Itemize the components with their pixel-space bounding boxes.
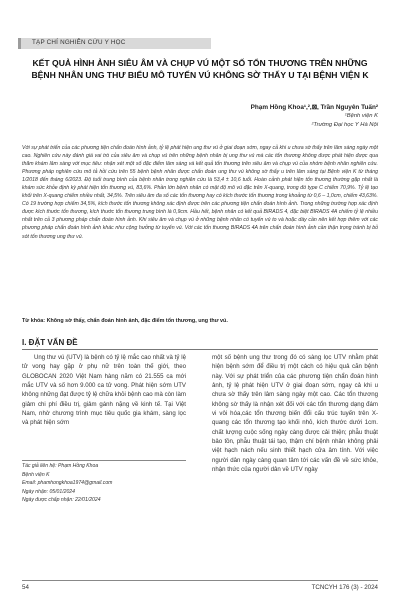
journal-reference: TCNCYH 176 (3) - 2024: [311, 584, 378, 591]
keywords: Từ khóa: Không sờ thấy, chẩn đoán hình ảnh, đặc điểm tổn thương, ung thư vú.: [22, 318, 228, 324]
body-column-right: [212, 353, 378, 474]
accepted-date: Ngày được chấp nhận: 22/01/2024: [22, 497, 101, 504]
continued-paragraph: một số bệnh ung thư trong đó có sàng lọc UTV nhằm phát hiện bệnh sớm để điều trị một cách có hiệu quả căn bệnh này. Với sự phát triển của các phương tiện chẩn đoán hình ảnh, tỷ lệ phát hiện UTV ở giai đoạn sớm, ngay cả khi u chưa sờ thấy trên lâm sàng ngày một cao. Các tổn thương không sờ thấy là nhận xét đối với các tổn thương dạng đám vi vôi hóa,các tổn thương biến đổi cấu trúc tuyến trên X-quang các tổn thương tạo khối nhỏ, kích thước dưới 1cm. chất lượng cuộc sống ngày càng được cải thiện; phẫu thuật bảo tồn, phẫu thuật tái tạo, thậm chí bệnh nhân không phải việt hạch nách nếu sinh thiết hạch cửa âm tính. Với việc người dân ngày càng quan tâm tới các vấn đề về sức khỏe, nhận thức của người dân về UTV ngày: [212, 354, 378, 474]
journal-label: TẠP CHÍ NGHIÊN CỨU Y HỌC: [32, 39, 126, 46]
correspondence-block: [22, 462, 186, 505]
intro-paragraph: Ung thư vú (UTV) là bệnh có tỷ lệ mắc cao nhất và tỷ lệ tử vong hay gặp ở phụ nữ trên toàn thế giới, theo GLOBOCAN 2020 Việt Nam hàng năm có 21.555 ca mới mắc UTV và số hơn 9.000 ca tử vong. Phát hiện sớm UTV không những đạt được tỷ lệ chữa khỏi bệnh cao mà còn làm giảm chi phí điều trị, giảm gánh nặng về kinh tế. Tại Việt Nam, nhờ chương trình mục tiêu quốc gia khám, sàng lọc và phát hiện sớm: [22, 354, 186, 427]
page-number: 54: [22, 584, 29, 591]
correspondence-divider: [22, 460, 186, 461]
section-heading: I. ĐẶT VẤN ĐỀ: [22, 338, 78, 347]
affiliation-2: ²Trường Đại học Y Hà Nội: [311, 122, 378, 128]
affiliation-1: ¹Bệnh viện K: [344, 113, 378, 119]
corresponding-email: Email: phamhongkhoa1974@gmail.com: [22, 480, 113, 487]
authors: Phạm Hồng Khoa¹,²,⊠, Trần Nguyên Tuấn²: [250, 104, 378, 111]
corresponding-affiliation: Bệnh viện K: [22, 471, 50, 478]
received-date: Ngày nhận: 05/01/2024: [22, 488, 75, 495]
corresponding-author: Tác giả liên hệ: Phạm Hồng Khoa: [22, 463, 99, 469]
footer-divider: [22, 580, 378, 581]
article-title: KẾT QUẢ HÌNH ẢNH SIÊU ÂM VÀ CHỤP VÚ MỘT SỐ TỔN THƯƠNG TRÊN NHỮNG BỆNH NHÂN UNG THƯ BIỂU MÔ TUYẾN VÚ KHÔNG SỜ THẤY U TẠI BỆNH VIỆN K: [31, 58, 369, 80]
body-column-left: [22, 353, 186, 428]
abstract: Với sự phát triển của các phương tiện chẩn đoán hình ảnh, tỷ lệ phát hiện ung thư vú ở giai đoạn sớm, ngay cả khi u chưa sờ thấy trên lâm sàng ngày một cao. Nghiên cứu này đánh giá vai trò của siêu âm và chụp vú trên những bệnh nhân bị ung thư vú mà các tổn thương không được phát hiện được qua thăm khám lâm sàng với mục tiêu: nhận xét một số đặc điểm lâm sàng và kết quả tổn thương trên siêu âm và chụp vú của nhóm bệnh nhân nghiên cứu. Phương pháp nghiên cứu mô tả hồi cứu trên 55 bệnh bệnh nhân được chẩn đoán ung thư vú không sờ thấy u trên lâm sàng tại Bệnh viện K từ tháng 1/2018 đến tháng 6/2023. Độ tuổi trung bình của bệnh nhân trong nghiên cứu là 53,4 ± 10,6 tuổi. Hoàn cảnh phát hiện tổn thương thường gặp nhất là khám sức khỏe định kỳ phát hiện tổn thương vú, 83,6%. Phần lớn bệnh nhân có mật độ mô vú đặc trên X-quang, trong đó type C chiếm 70,9%. Tỷ lệ tạo khối trên X-quang chiếm nhiều nhất, 34,5%. Trên siêu âm đa số các tổn thương hay có kích thước tổn thương trong khoảng từ 0,6 – 1,0cm, chiếm 43,63%. Có 19 trường hợp chiếm 34,5%, kích thước tổn thương không xác định được trên các phương tiện chẩn đoán hình ảnh. Trong những trường hợp xác định được kích thước tổn thương, kích thước tổn thương trung bình là 0,9cm. Hầu hết, bệnh nhân có kết quả BIRADS 4, đặc biệt BIRADS 4A chiếm tỷ lệ nhiều nhất trên cả 3 phương pháp chẩn đoán hình ảnh. Khi siêu âm và chụp vú ở những bệnh nhân có tuyến vú to và hoặc dày cần nên kết hợp thêm với các phương pháp chẩn đoán hình ảnh khác như cộng hưởng từ tuyến vú. Với các tổn thương BIRADS 4A trên chẩn đoán hình ảnh cần thận trọng tránh bị bỏ sót tổn thương ung thư vú.: [22, 145, 378, 240]
section-divider: [22, 349, 378, 350]
